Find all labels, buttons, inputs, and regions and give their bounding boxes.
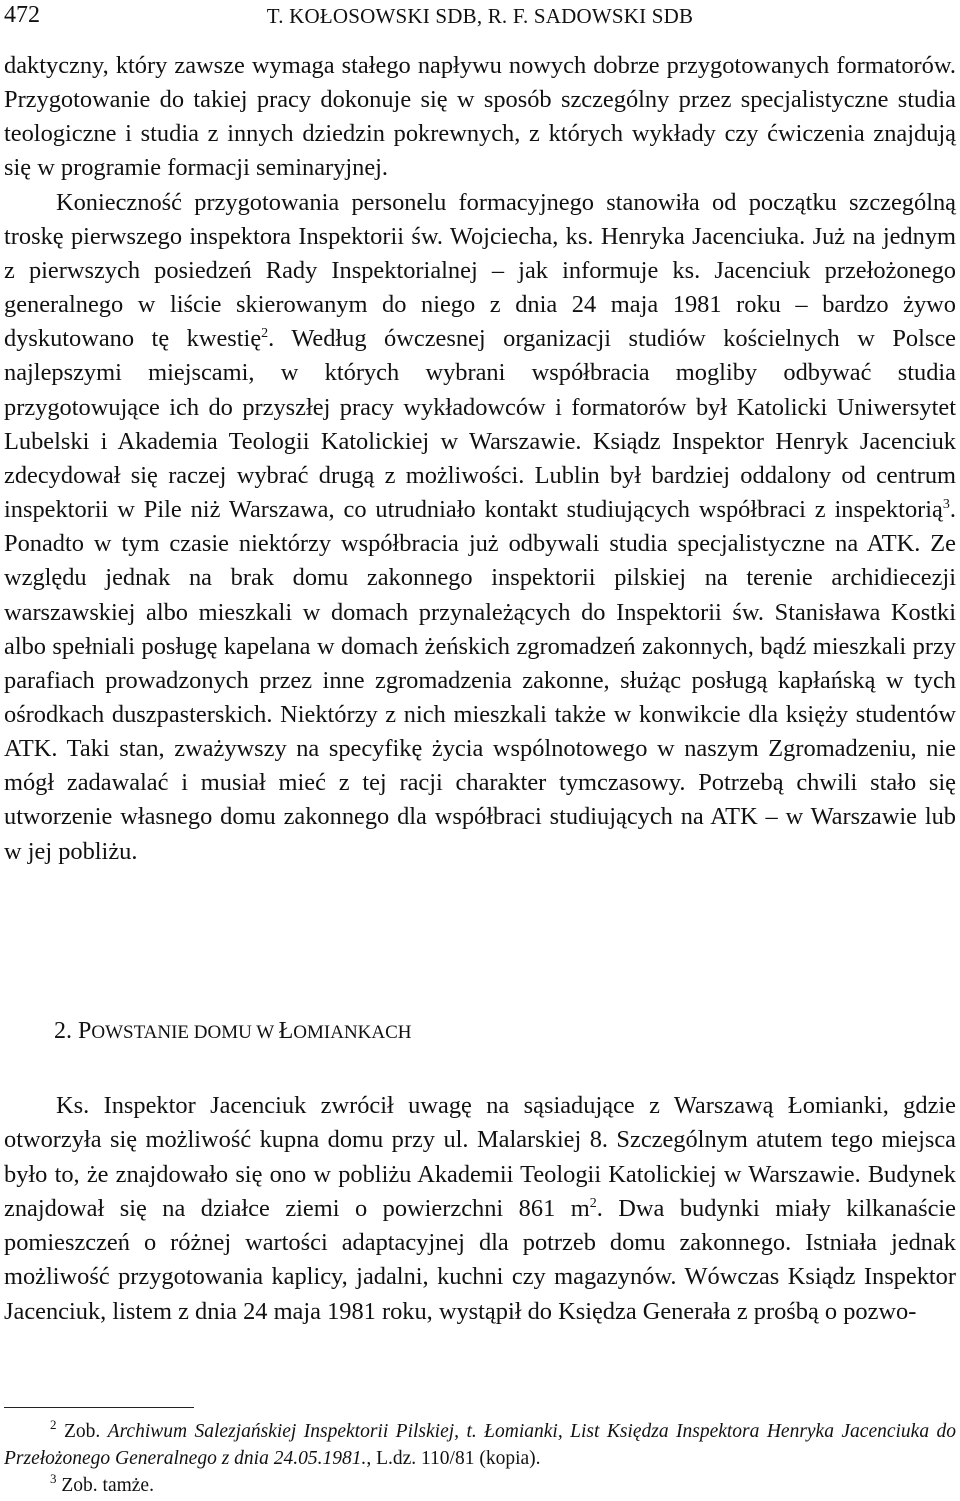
paragraph-2-part-2: . Według ówczesnej organizacji studiów kościelnych w Polsce najlepszymi miejscami, w których wybrani współbracia mogliby odbywać studia przygotowujące ich do przyszłej pracy wykładowców i formatorów był Katolicki Uniwersytet Lubelski i Akademia Teologii Katolickiej w Warszawie. Ksiądz Inspektor Henryk Jacenciuk zdecydował się raczej wybrać drugą z możliwości. Lublin był bardziej oddalony od centrum inspektorii w Pile niż Warszawa, co utrudniało kontakt studiujących współbraci z inspektorią xyxy=(4,325,957,524)
main-text xyxy=(4,49,956,869)
paragraph-1: daktyczny, który zawsze wymaga stałego napływu nowych dobrze przygotowanych formatorów. Przygotowanie do takiej pracy dokonuje się w sposób szczególny przez specjalistyczne studia teologiczne i studia z innych dziedzin pokrewnych, z których wykłady czy ćwiczenia znajdują się w programie formacji seminaryjnej. xyxy=(4,52,956,182)
section-number: 2. xyxy=(54,1018,72,1044)
paragraph-2-part-3: . Ponadto w tym czasie niektórzy współbracia już odbywali studia specjalistyczne na ATK. Ze względu jednak na brak domu zakonnego inspektorii pilskiej na terenie archidiecezji warszawskiej albo mieszkali w domach przynależących do Inspektorii św. Stanisława Kostki albo spełniali posługę kapelana w domach żeńskich zgromadzeń zakonnych, bądź mieszkali przy parafiach prowadzonych przez inne zgromadzenia zakonne, służąc posługą kapłańską w tych ośrodkach duszpasterskich. Niektórzy z nich mieszkali także w konwikcie dla księży studentów ATK. Taki stan, zważywszy na specyfikę życia wspólnotowego w naszym Zgromadzeniu, nie mógł zadawalać i musiał mieć z tej racji charakter tymczasowy. Potrzebą chwili stało się utworzenie własnego domu zakonnego dla współbraci studiujących na ATK – w Warszawie lub w jej pobliżu. xyxy=(4,496,956,865)
paragraph-3 xyxy=(4,1089,956,1329)
footnote-3: $^3$ Zob. tamże. xyxy=(50,1471,154,1496)
paragraph-2 xyxy=(4,186,956,869)
footnote-ref-3[interactable]: 3 xyxy=(942,497,950,513)
footnotes xyxy=(4,1418,956,1499)
footnote-2: $^2$ Zob. Archiwum Salezjańskiej Inspektorii Pilskiej, t. Łomianki, List Księdza Inspektora Henryka Jacenciuka do Przełożonego Generalnego z dnia 24.05.1981., L.dz. 110/81 (kopia). xyxy=(4,1417,957,1469)
running-head: T. KOŁOSOWSKI SDB, R. F. SADOWSKI SDB xyxy=(266,4,694,28)
footnote-2-source: Archiwum Salezjańskiej Inspektorii Pilskiej, t. Łomianki, List Księdza Inspektora Henryka Jacenciuka do Przełożonego Generalnego z dnia 24.05.1981. xyxy=(4,1421,957,1469)
section-heading xyxy=(54,1018,412,1045)
superscript-2: 2 xyxy=(589,1195,597,1211)
footnote-3-number: 3 xyxy=(50,1471,57,1486)
section-title: POWSTANIE DOMU W ŁOMIANKACH xyxy=(78,1018,412,1044)
footnote-2-number: 2 xyxy=(50,1417,57,1432)
paragraph-3-part-2: . Dwa budynki miały kilkanaście pomieszczeń o różnej wartości adaptacyjnej dla potrzeb domu zakonnego. Istniała jednak możliwość przygotowania kaplicy, jadalni, kuchni czy magazynów. Wówczas Ksiądz Inspektor Jacenciuk, listem z dnia 24 maja 1981 roku, wystąpił do Księdza Generała z prośbą o pozwo- xyxy=(4,1194,956,1325)
page-number: 472 xyxy=(4,2,40,28)
section-2-text xyxy=(4,1089,956,1329)
paragraph-2-part-1: Konieczność przygotowania personelu formacyjnego stanowiła od początku szczególną troskę pierwszego inspektora Inspektorii św. Wojciecha, ks. Henryka Jacenciuka. Już na jednym z pierwszych posiedzeń Rady Inspektorialnej – jak informuje ks. Jacenciuk przełożonego generalnego w liście skierowanym do niego z dnia 24 maja 1981 roku – bardzo żywo dyskutowano tę kwestię xyxy=(4,188,956,353)
footnote-ref-2[interactable]: 2 xyxy=(261,326,269,342)
footnote-divider xyxy=(4,1407,194,1408)
paragraph-3-part-1: Ks. Inspektor Jacenciuk zwrócił uwagę na sąsiadujące z Warszawą Łomianki, gdzie otworzyła się możliwość kupna domu przy ul. Malarskiej 8. Szczególnym atutem tego miejsca było to, że znajdowało się ono w pobliżu Akademii Teologii Katolickiej w Warszawie. Budynek znajdował się na działce ziemi o powierzchni 861 m xyxy=(4,1092,956,1222)
page-header xyxy=(0,0,960,34)
